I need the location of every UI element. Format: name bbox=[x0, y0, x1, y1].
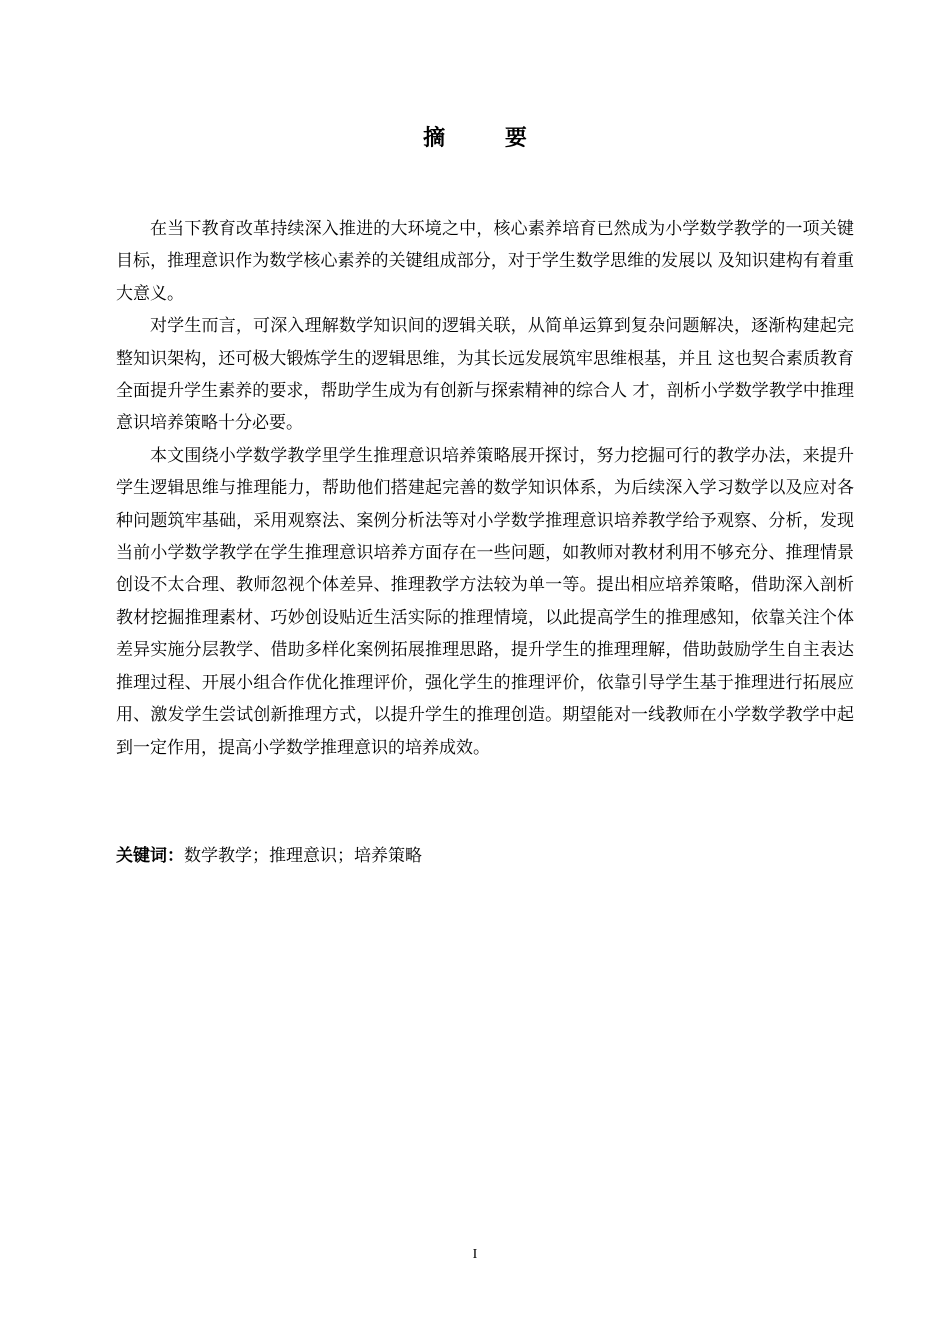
page-number: I bbox=[472, 1247, 478, 1262]
abstract-paragraph-3: 本文围绕小学数学教学里学生推理意识培养策略展开探讨，努力挖掘可行的教学办法，来提升学生逻辑思维与推理能力，帮助他们搭建起完善的数学知识体系，为后续深入学习数学以及应对各种问题筑牢基础，采用观察法、案例分析法等对小学数学推理意识培养教学给予观察、分析，发现当前小学数学教学在学生推理意识培养方面存在一些问题，如教师对教材利用不够充分、推理情景创设不太合理、教师忽视个体差异、推理教学方法较为单一等。提出相应培养策略，借助深入剖析教材挖掘推理素材、巧妙创设贴近生活实际的推理情境，以此提高学生的推理感知，依靠关注个体差异实施分层教学、借助多样化案例拓展推理思路，提升学生的推理理解，借助鼓励学生自主表达推理过程、开展小组合作优化推理评价，强化学生的推理评价，依靠引导学生基于推理进行拓展应用、激发学生尝试创新推理方式，以提升学生的推理创造。期望能对一线教师在小学数学教学中起到一定作用，提高小学数学推理意识的培养成效。 bbox=[116, 445, 854, 758]
page-title: 摘 要 bbox=[423, 126, 553, 151]
keywords-label: 关键词： bbox=[116, 846, 184, 866]
abstract-paragraph-1: 在当下教育改革持续深入推进的大环境之中，核心素养培育已然成为小学数学教学的一项关键目标，推理意识作为数学核心素养的关键组成部分，对于学生数学思维的发展以 及知识建构有着重大意义。 bbox=[116, 219, 854, 304]
keywords-line bbox=[116, 840, 854, 872]
keywords-value: 数学教学；推理意识；培养策略 bbox=[184, 846, 422, 866]
abstract-paragraph-2: 对学生而言，可深入理解数学知识间的逻辑关联，从简单运算到复杂问题解决，逐渐构建起完整知识架构，还可极大锻炼学生的逻辑思维，为其长远发展筑牢思维根基，并且 这也契合素质教育全面提升学生素养的要求，帮助学生成为有创新与探索精神的综合人 才，剖析小学数学教学中推理意识培养策略十分必要。 bbox=[116, 316, 854, 434]
abstract-body bbox=[116, 213, 854, 764]
